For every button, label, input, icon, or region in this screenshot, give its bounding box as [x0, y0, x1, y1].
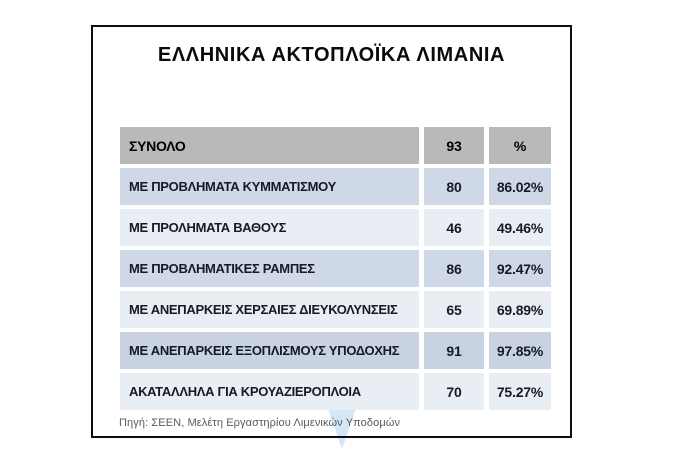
row-percent: 97.85% [489, 332, 551, 369]
row-value: 86 [424, 250, 484, 287]
row-value: 46 [424, 209, 484, 246]
row-label: ΜΕ ΠΡΟΒΛΗΜΑΤΙΚΕΣ ΡΑΜΠΕΣ [120, 250, 419, 287]
table-row [120, 168, 551, 205]
row-value: 80 [424, 168, 484, 205]
row-value: 91 [424, 332, 484, 369]
row-percent: 49.46% [489, 209, 551, 246]
row-value: 70 [424, 373, 484, 410]
row-value: 65 [424, 291, 484, 328]
row-percent: 69.89% [489, 291, 551, 328]
row-label: ΑΚΑΤΑΛΛΗΛΑ ΓΙΑ ΚΡΟΥΑΖΙΕΡΟΠΛΟΙΑ [120, 373, 419, 410]
row-value: 93 [424, 127, 484, 164]
row-percent: % [489, 127, 551, 164]
page-title: ΕΛΛΗΝΙΚΑ ΑΚΤΟΠΛΟΪΚΑ ΛΙΜΑΝΙΑ [157, 44, 506, 66]
row-percent: 75.27% [489, 373, 551, 410]
source-note: Πηγή: ΣΕΕΝ, Μελέτη Εργαστηρίου Λιμενικών Υποδομών [119, 417, 401, 429]
table-row [120, 332, 551, 369]
row-label: ΜΕ ΠΡΟΛΗΜΑΤΑ ΒΑΘΟΥΣ [120, 209, 419, 246]
table-row [120, 291, 551, 328]
row-label: ΜΕ ΠΡΟΒΛΗΜΑΤΑ ΚΥΜΜΑΤΙΣΜΟΥ [120, 168, 419, 205]
row-label: ΣΥΝΟΛΟ [120, 127, 419, 164]
ports-table [120, 127, 551, 410]
row-label: ΜΕ ΑΝΕΠΑΡΚΕΙΣ ΧΕΡΣΑΙΕΣ ΔΙΕΥΚΟΛΥΝΣΕΙΣ [120, 291, 419, 328]
figure-frame [91, 25, 572, 438]
row-percent: 86.02% [489, 168, 551, 205]
row-percent: 92.47% [489, 250, 551, 287]
table-row [120, 250, 551, 287]
table-row [120, 127, 551, 164]
row-label: ΜΕ ΑΝΕΠΑΡΚΕΙΣ ΕΞΟΠΛΙΣΜΟΥΣ ΥΠΟΔΟΧΗΣ [120, 332, 419, 369]
table-row [120, 373, 551, 410]
table-row [120, 209, 551, 246]
